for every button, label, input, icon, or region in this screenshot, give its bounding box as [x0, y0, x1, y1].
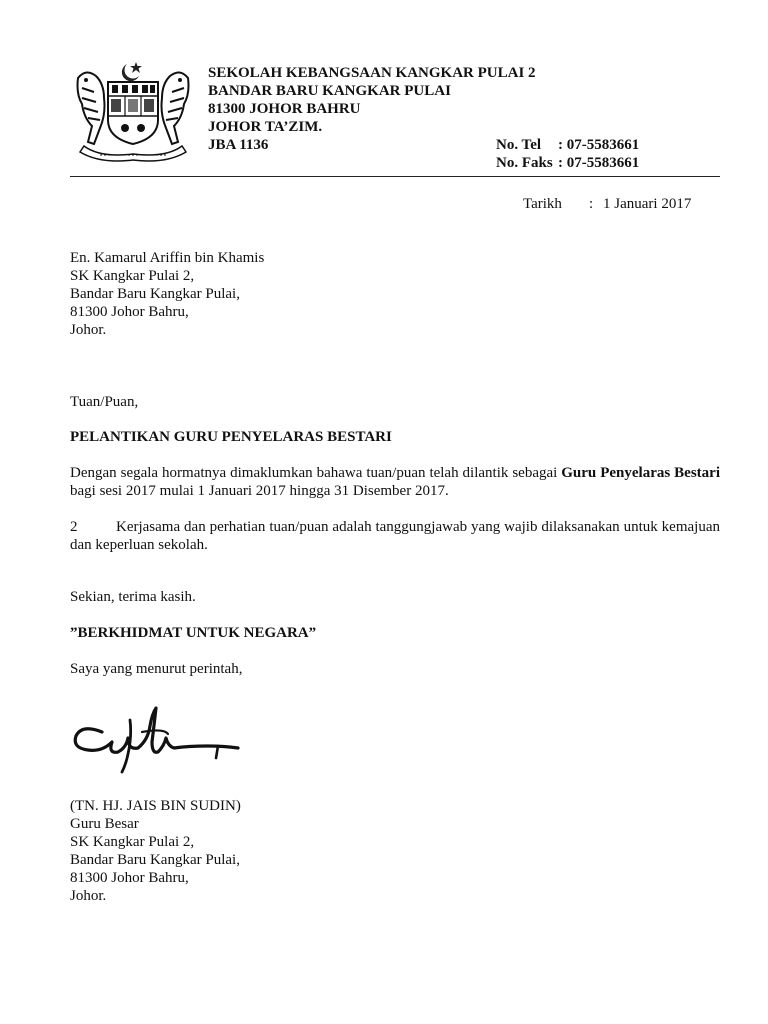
coat-of-arms-icon — [70, 58, 196, 162]
recipient-line: Johor. — [70, 322, 107, 338]
letterhead — [208, 64, 536, 154]
signatory-line: 81300 Johor Bahru, — [70, 870, 189, 886]
signatory-title: Guru Besar — [70, 816, 139, 832]
signatory-line: Johor. — [70, 888, 107, 904]
signatory-line: Bandar Baru Kangkar Pulai, — [70, 852, 240, 868]
fax-value: : 07-5583661 — [558, 155, 640, 171]
school-name: SEKOLAH KEBANGSAAN KANGKAR PULAI 2 — [208, 65, 536, 81]
fax-label: No. Faks — [496, 155, 553, 171]
date-colon: : — [589, 196, 594, 212]
fax-row — [496, 154, 639, 172]
signatory-name: (TN. HJ. JAIS BIN SUDIN) — [70, 798, 241, 814]
recipient-line: 81300 Johor Bahru, — [70, 304, 189, 320]
paragraph-1 — [70, 464, 720, 500]
contact-block — [496, 136, 639, 172]
date-value: 1 Januari 2017 — [603, 196, 692, 212]
telephone-value: : 07-5583661 — [558, 137, 640, 153]
telephone-label: No. Tel — [496, 137, 542, 153]
letter-subject: PELANTIKAN GURU PENYELARAS BESTARI — [70, 429, 392, 445]
recipient-address — [70, 249, 264, 339]
complimentary-close: Saya yang menurut perintah, — [70, 661, 243, 677]
telephone-row — [496, 136, 639, 154]
appointment-title: Guru Penyelaras Bestari — [561, 465, 720, 481]
paragraph-1-text-end: bagi sesi 2017 mulai 1 Januari 2017 hingga 31 Disember 2017. — [70, 483, 449, 499]
paragraph-2 — [70, 518, 720, 554]
salutation: Tuan/Puan, — [70, 394, 139, 410]
letterhead-divider — [70, 176, 720, 177]
closing-line: Sekian, terima kasih. — [70, 589, 196, 605]
signatory-line: SK Kangkar Pulai 2, — [70, 834, 195, 850]
signatory-block — [70, 797, 241, 905]
signature-icon — [68, 702, 244, 778]
school-postcode-city: 81300 JOHOR BAHRU — [208, 101, 361, 117]
paragraph-number: 2 — [70, 519, 78, 535]
date-label: Tarikh — [523, 196, 562, 212]
motto: ”BERKHIDMAT UNTUK NEGARA” — [70, 625, 317, 641]
paragraph-2-text: Kerjasama dan perhatian tuan/puan adalah tanggungjawab yang wajib dilaksanakan untuk kemajuan dan keperluan sekolah. — [70, 519, 720, 553]
school-area: BANDAR BARU KANGKAR PULAI — [208, 83, 451, 99]
letter-date — [523, 196, 691, 213]
recipient-line: En. Kamarul Ariffin bin Khamis — [70, 250, 265, 266]
school-state: JOHOR TA’ZIM. — [208, 119, 323, 135]
paragraph-1-text: Dengan segala hormatnya dimaklumkan bahawa tuan/puan telah dilantik sebagai — [70, 465, 562, 481]
recipient-line: SK Kangkar Pulai 2, — [70, 268, 195, 284]
school-code: JBA 1136 — [208, 137, 269, 153]
recipient-line: Bandar Baru Kangkar Pulai, — [70, 286, 240, 302]
